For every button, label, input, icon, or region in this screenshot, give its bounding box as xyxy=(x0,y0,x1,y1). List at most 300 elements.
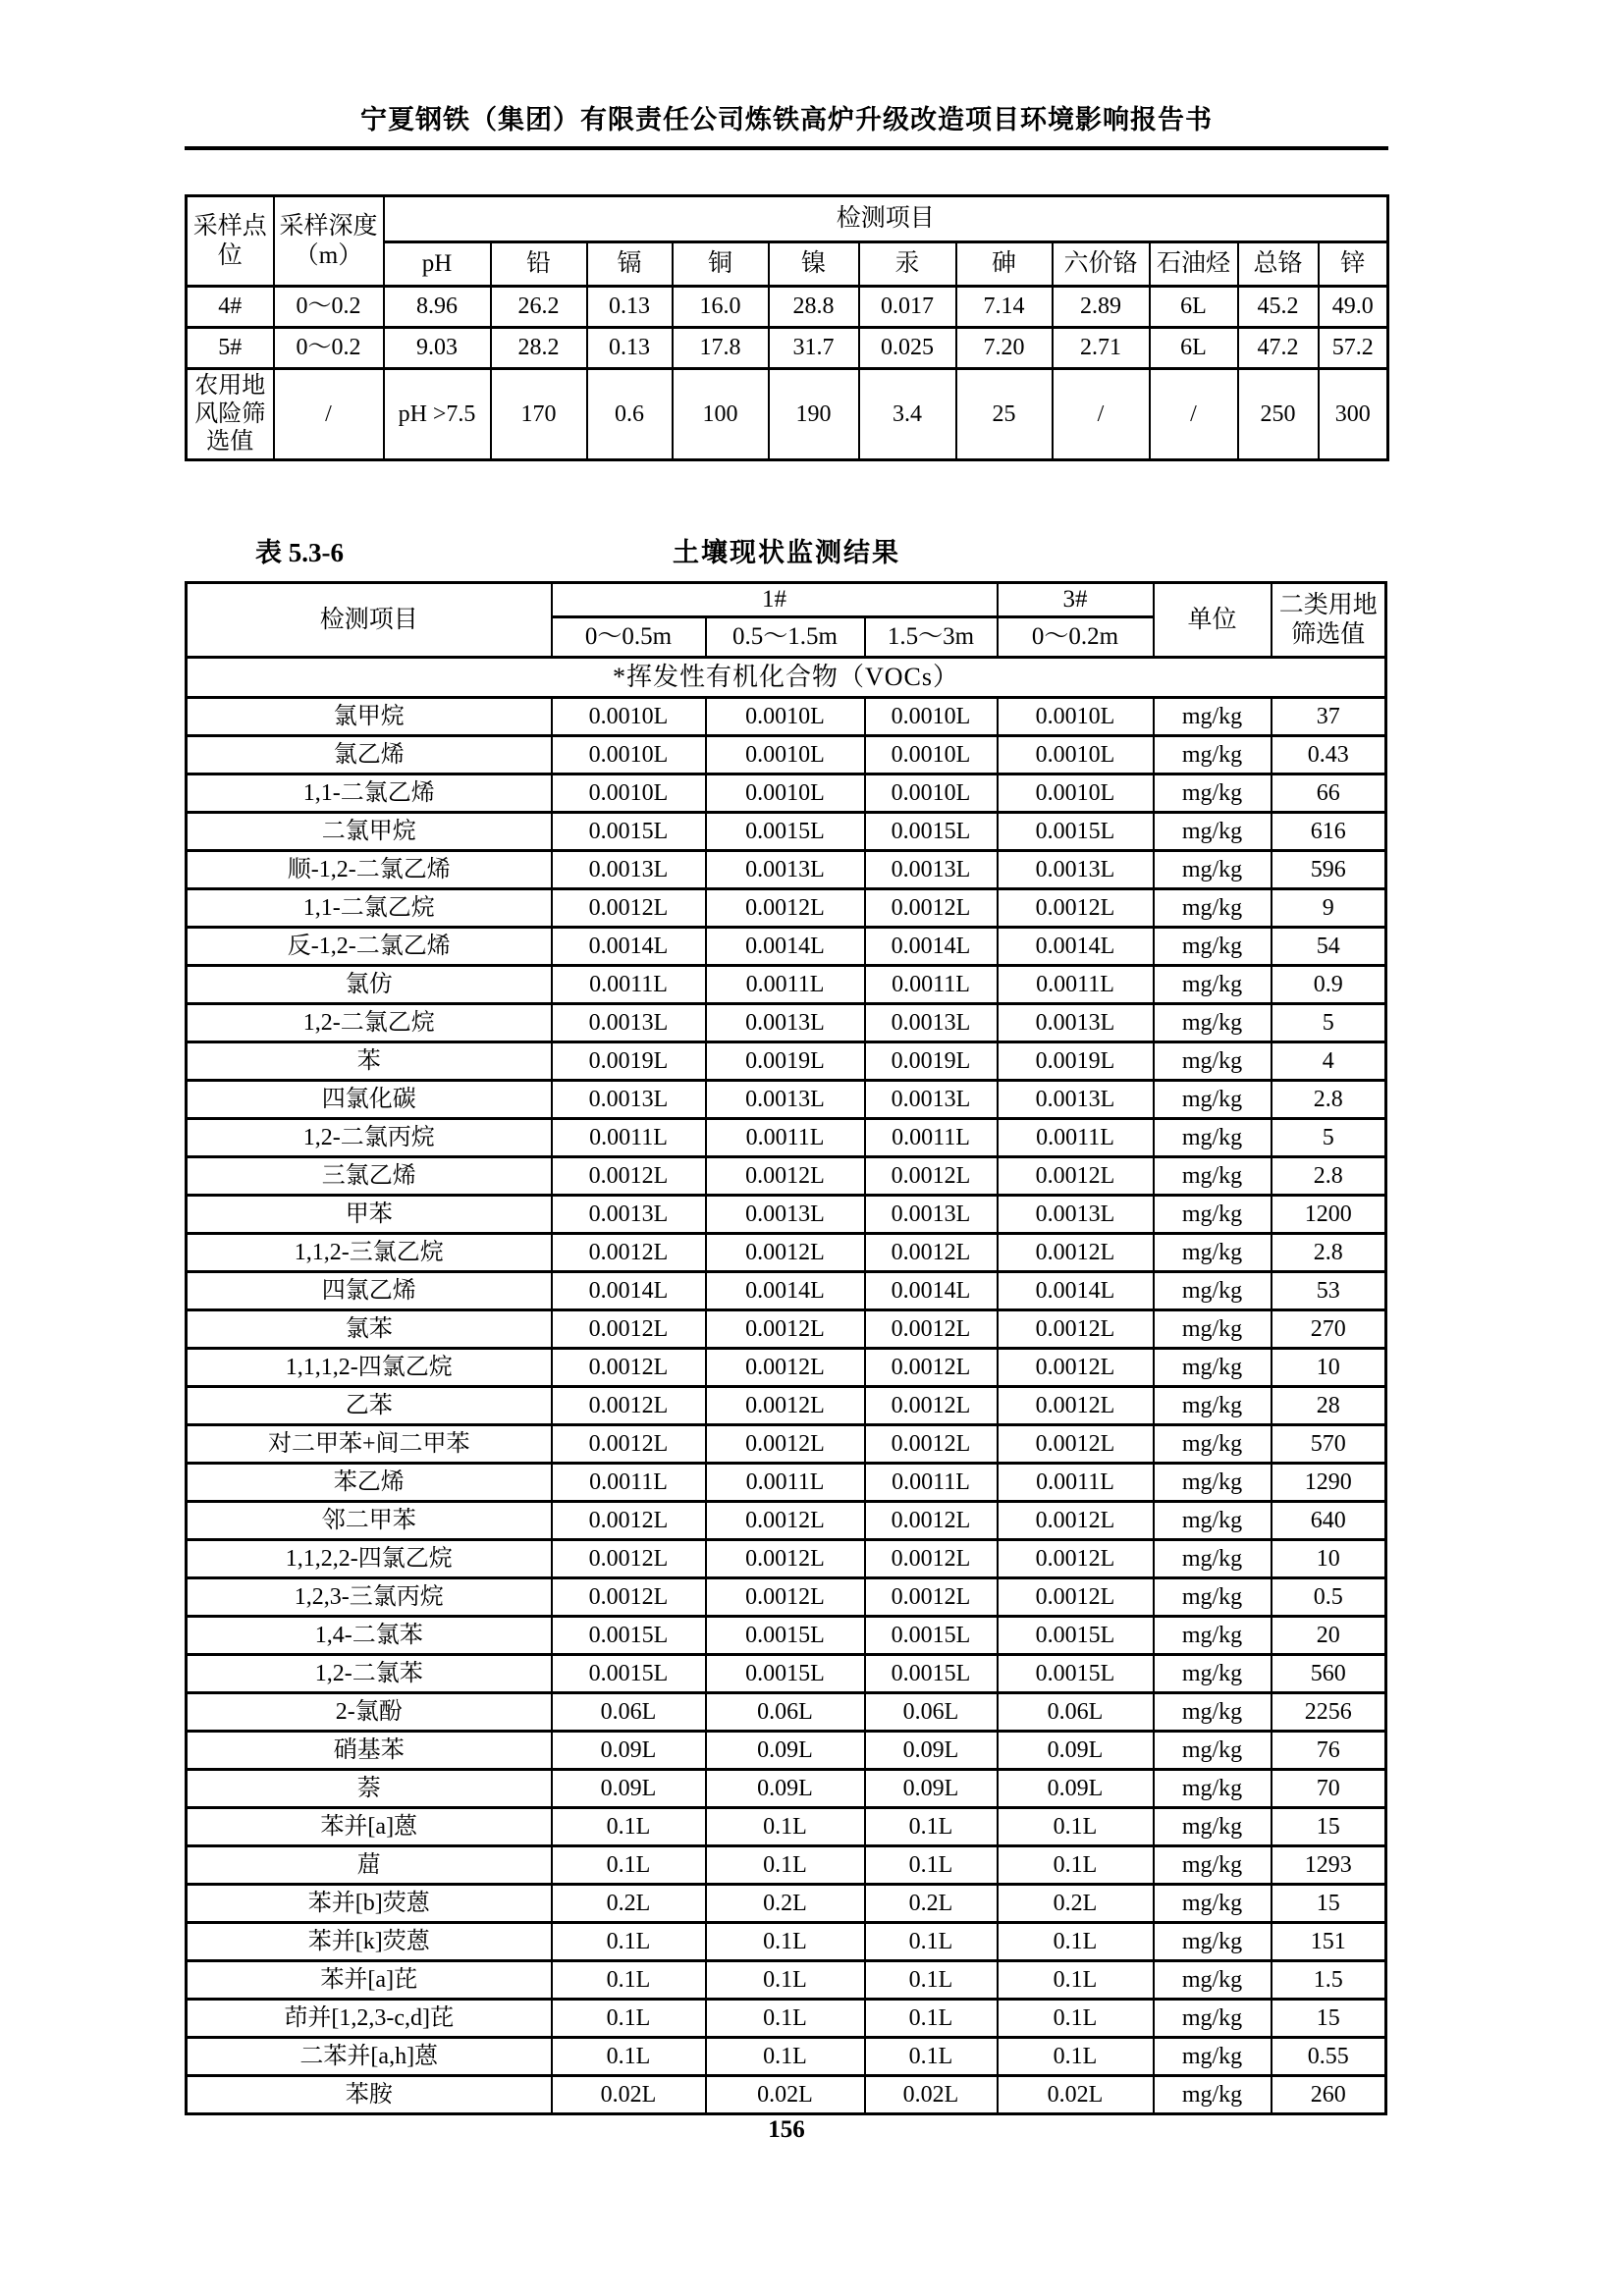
t2-value-cell: 0.0015L xyxy=(552,1617,706,1655)
t2-value-cell: 0.0014L xyxy=(998,1272,1154,1310)
t2-value-cell: 0.1L xyxy=(706,1808,865,1846)
t2-screening-cell: 0.5 xyxy=(1272,1578,1386,1617)
t2-item-cell: 氯乙烯 xyxy=(187,736,552,774)
t2-item-header: 检测项目 xyxy=(187,583,552,658)
t2-unit-cell: mg/kg xyxy=(1154,1617,1272,1655)
t2-value-cell: 0.1L xyxy=(865,1923,998,1961)
t2-voc-section-label: *挥发性有机化合物（VOCs） xyxy=(187,658,1386,698)
t2-value-cell: 0.1L xyxy=(865,1846,998,1885)
t1-param-header: 镍 xyxy=(769,242,859,287)
t2-screening-cell: 616 xyxy=(1272,813,1386,851)
t2-value-cell: 0.0011L xyxy=(998,1119,1154,1157)
t2-value-cell: 0.0012L xyxy=(706,1387,865,1425)
t2-screening-cell: 37 xyxy=(1272,698,1386,736)
t2-value-cell: 0.1L xyxy=(552,2000,706,2038)
table-row xyxy=(187,1464,1386,1502)
t2-value-cell: 0.09L xyxy=(552,1770,706,1808)
document-header-title: 宁夏钢铁（集团）有限责任公司炼铁高炉升级改造项目环境影响报告书 xyxy=(360,105,1213,134)
t2-screening-cell: 2.8 xyxy=(1272,1234,1386,1272)
t1-value-cell: 7.14 xyxy=(956,287,1053,328)
table-row xyxy=(187,1310,1386,1349)
t2-depth-header: 1.5～3m xyxy=(865,617,998,658)
table-row xyxy=(187,928,1386,966)
t2-value-cell: 0.0012L xyxy=(552,1540,706,1578)
t2-value-cell: 0.0012L xyxy=(552,1310,706,1349)
t2-unit-cell: mg/kg xyxy=(1154,1732,1272,1770)
t2-value-cell: 0.0013L xyxy=(552,1196,706,1234)
t2-value-cell: 0.0013L xyxy=(998,851,1154,889)
t2-screening-cell: 4 xyxy=(1272,1042,1386,1081)
table-row xyxy=(187,1157,1386,1196)
t2-value-cell: 0.0012L xyxy=(865,1502,998,1540)
t2-value-cell: 0.0011L xyxy=(865,1119,998,1157)
t2-value-cell: 0.0019L xyxy=(865,1042,998,1081)
t2-value-cell: 0.0011L xyxy=(552,966,706,1004)
t1-value-cell: 8.96 xyxy=(384,287,491,328)
table-row xyxy=(187,1770,1386,1808)
t2-value-cell: 0.1L xyxy=(998,1846,1154,1885)
t2-screening-cell: 76 xyxy=(1272,1732,1386,1770)
t1-value-cell: 0.13 xyxy=(587,328,673,369)
t2-value-cell: 0.0012L xyxy=(706,1349,865,1387)
t2-value-cell: 0.1L xyxy=(552,1846,706,1885)
t2-item-cell: 苯 xyxy=(187,1042,552,1081)
t2-depth-header: 0～0.2m xyxy=(998,617,1154,658)
table2-title: 土壤现状监测结果 xyxy=(673,538,900,567)
t2-value-cell: 0.1L xyxy=(865,2038,998,2076)
t2-item-cell: 苯胺 xyxy=(187,2076,552,2114)
t2-value-cell: 0.2L xyxy=(998,1885,1154,1923)
t2-unit-cell: mg/kg xyxy=(1154,1502,1272,1540)
t1-depth-cell: / xyxy=(274,369,384,460)
t2-screening-cell: 2.8 xyxy=(1272,1157,1386,1196)
t1-depth-cell: 0～0.2 xyxy=(274,287,384,328)
t2-screening-cell: 10 xyxy=(1272,1349,1386,1387)
t1-header-row-1 xyxy=(187,196,1388,242)
t1-param-header: 锌 xyxy=(1319,242,1388,287)
t2-value-cell: 0.0014L xyxy=(998,928,1154,966)
t2-value-cell: 0.0015L xyxy=(865,813,998,851)
t2-value-cell: 0.1L xyxy=(865,1808,998,1846)
t2-value-cell: 0.0012L xyxy=(998,889,1154,928)
t2-item-cell: 邻二甲苯 xyxy=(187,1502,552,1540)
t2-unit-cell: mg/kg xyxy=(1154,1042,1272,1081)
t1-value-cell: 31.7 xyxy=(769,328,859,369)
t2-screening-cell: 2.8 xyxy=(1272,1081,1386,1119)
t2-value-cell: 0.0013L xyxy=(552,1081,706,1119)
t1-value-cell: 47.2 xyxy=(1238,328,1319,369)
t2-value-cell: 0.0013L xyxy=(706,1196,865,1234)
table-row xyxy=(187,1081,1386,1119)
t2-item-cell: 茚并[1,2,3-c,d]芘 xyxy=(187,2000,552,2038)
t2-value-cell: 0.06L xyxy=(998,1693,1154,1732)
t2-value-cell: 0.0012L xyxy=(998,1234,1154,1272)
t2-value-cell: 0.0012L xyxy=(552,1502,706,1540)
t2-screening-cell: 66 xyxy=(1272,774,1386,813)
t2-value-cell: 0.0012L xyxy=(706,1310,865,1349)
t2-value-cell: 0.0010L xyxy=(552,736,706,774)
t2-value-cell: 0.0014L xyxy=(552,928,706,966)
t2-value-cell: 0.0012L xyxy=(998,1578,1154,1617)
t2-value-cell: 0.1L xyxy=(998,1961,1154,2000)
table-row xyxy=(187,2000,1386,2038)
table-row xyxy=(187,1578,1386,1617)
t2-screening-cell: 0.55 xyxy=(1272,2038,1386,2076)
t2-unit-cell: mg/kg xyxy=(1154,1387,1272,1425)
t1-value-cell: 170 xyxy=(491,369,587,460)
t2-value-cell: 0.0010L xyxy=(552,698,706,736)
t1-value-cell: 25 xyxy=(956,369,1053,460)
table-row xyxy=(187,2076,1386,2114)
t2-value-cell: 0.0015L xyxy=(865,1617,998,1655)
t2-value-cell: 0.0015L xyxy=(998,1617,1154,1655)
t2-value-cell: 0.0015L xyxy=(706,1617,865,1655)
t2-screening-cell: 5 xyxy=(1272,1119,1386,1157)
t2-value-cell: 0.0013L xyxy=(865,851,998,889)
t2-value-cell: 0.06L xyxy=(865,1693,998,1732)
t2-value-cell: 0.02L xyxy=(998,2076,1154,2114)
t2-value-cell: 0.0012L xyxy=(998,1540,1154,1578)
t2-unit-cell: mg/kg xyxy=(1154,1425,1272,1464)
t2-value-cell: 0.0014L xyxy=(706,928,865,966)
t2-value-cell: 0.06L xyxy=(552,1693,706,1732)
table-row xyxy=(187,1808,1386,1846)
t2-unit-cell: mg/kg xyxy=(1154,1196,1272,1234)
t2-value-cell: 0.0012L xyxy=(706,889,865,928)
table-row xyxy=(187,1961,1386,2000)
t2-value-cell: 0.09L xyxy=(706,1770,865,1808)
t2-value-cell: 0.1L xyxy=(998,1923,1154,1961)
t2-value-cell: 0.0013L xyxy=(865,1196,998,1234)
t2-value-cell: 0.0013L xyxy=(998,1004,1154,1042)
t1-param-header: 六价铬 xyxy=(1053,242,1150,287)
t1-value-cell: / xyxy=(1150,369,1238,460)
t2-unit-cell: mg/kg xyxy=(1154,889,1272,928)
t2-value-cell: 0.09L xyxy=(706,1732,865,1770)
t2-voc-section-row xyxy=(187,658,1386,698)
t1-value-cell: 45.2 xyxy=(1238,287,1319,328)
t2-value-cell: 0.0010L xyxy=(998,698,1154,736)
t2-unit-cell: mg/kg xyxy=(1154,1004,1272,1042)
t2-value-cell: 0.0012L xyxy=(865,1387,998,1425)
t1-value-cell: 300 xyxy=(1319,369,1388,460)
t1-value-cell: 0.025 xyxy=(859,328,956,369)
page-number: 156 xyxy=(768,2116,805,2143)
t2-unit-cell: mg/kg xyxy=(1154,1655,1272,1693)
t2-screening-cell: 260 xyxy=(1272,2076,1386,2114)
t2-item-cell: 1,2-二氯丙烷 xyxy=(187,1119,552,1157)
t2-item-cell: 1,2-二氯苯 xyxy=(187,1655,552,1693)
t2-value-cell: 0.0015L xyxy=(706,1655,865,1693)
t2-value-cell: 0.1L xyxy=(706,2038,865,2076)
t1-value-cell: 7.20 xyxy=(956,328,1053,369)
t2-unit-cell: mg/kg xyxy=(1154,1808,1272,1846)
t2-screening-cell: 28 xyxy=(1272,1387,1386,1425)
t2-value-cell: 0.0010L xyxy=(998,736,1154,774)
t2-screening-cell: 151 xyxy=(1272,1923,1386,1961)
t1-value-cell: / xyxy=(1053,369,1150,460)
table-row xyxy=(187,698,1386,736)
t2-value-cell: 0.0013L xyxy=(865,1004,998,1042)
t1-param-header: pH xyxy=(384,242,491,287)
t2-value-cell: 0.0010L xyxy=(865,736,998,774)
t2-value-cell: 0.0010L xyxy=(552,774,706,813)
t2-unit-cell: mg/kg xyxy=(1154,1119,1272,1157)
t2-value-cell: 0.0019L xyxy=(706,1042,865,1081)
t2-item-cell: 乙苯 xyxy=(187,1387,552,1425)
t1-value-cell: 0.017 xyxy=(859,287,956,328)
t1-param-header: 砷 xyxy=(956,242,1053,287)
t2-unit-cell: mg/kg xyxy=(1154,1961,1272,2000)
t2-value-cell: 0.1L xyxy=(706,1961,865,2000)
t2-value-cell: 0.0012L xyxy=(998,1502,1154,1540)
t2-unit-cell: mg/kg xyxy=(1154,1310,1272,1349)
t2-value-cell: 0.0015L xyxy=(706,813,865,851)
t1-value-cell: 6L xyxy=(1150,287,1238,328)
t2-value-cell: 0.0011L xyxy=(706,966,865,1004)
t2-unit-cell: mg/kg xyxy=(1154,1540,1272,1578)
t2-value-cell: 0.1L xyxy=(998,2038,1154,2076)
t2-value-cell: 0.0012L xyxy=(552,1578,706,1617)
t1-param-header: 汞 xyxy=(859,242,956,287)
t2-screening-cell: 70 xyxy=(1272,1770,1386,1808)
t2-screening-cell: 570 xyxy=(1272,1425,1386,1464)
t2-depth-header: 0.5～1.5m xyxy=(706,617,865,658)
t2-value-cell: 0.1L xyxy=(706,2000,865,2038)
t2-item-cell: 1,4-二氯苯 xyxy=(187,1617,552,1655)
table-row xyxy=(187,1234,1386,1272)
t2-item-cell: 氯仿 xyxy=(187,966,552,1004)
t2-value-cell: 0.0012L xyxy=(865,1578,998,1617)
t2-value-cell: 0.0011L xyxy=(552,1119,706,1157)
t2-value-cell: 0.0015L xyxy=(552,813,706,851)
t2-unit-header: 单位 xyxy=(1154,583,1272,658)
t2-value-cell: 0.0011L xyxy=(552,1464,706,1502)
t2-value-cell: 0.1L xyxy=(552,2038,706,2076)
t2-value-cell: 0.0012L xyxy=(552,1234,706,1272)
t1-depth-cell: 0～0.2 xyxy=(274,328,384,369)
t2-depth-header: 0～0.5m xyxy=(552,617,706,658)
t2-unit-cell: mg/kg xyxy=(1154,1885,1272,1923)
t2-value-cell: 0.1L xyxy=(552,1808,706,1846)
t2-item-cell: 苯并[k]荧蒽 xyxy=(187,1923,552,1961)
t2-value-cell: 0.09L xyxy=(865,1732,998,1770)
t2-value-cell: 0.0015L xyxy=(998,1655,1154,1693)
t1-value-cell: 57.2 xyxy=(1319,328,1388,369)
t2-unit-cell: mg/kg xyxy=(1154,1923,1272,1961)
t2-screening-cell: 596 xyxy=(1272,851,1386,889)
t2-value-cell: 0.0013L xyxy=(706,851,865,889)
t2-item-cell: 苯并[b]荧蒽 xyxy=(187,1885,552,1923)
t2-value-cell: 0.0014L xyxy=(552,1272,706,1310)
t2-value-cell: 0.0012L xyxy=(552,1387,706,1425)
t2-screening-cell: 1.5 xyxy=(1272,1961,1386,2000)
t1-value-cell: 28.2 xyxy=(491,328,587,369)
table-row xyxy=(187,813,1386,851)
table-row xyxy=(187,328,1388,369)
t2-value-cell: 0.2L xyxy=(552,1885,706,1923)
t2-value-cell: 0.0010L xyxy=(865,774,998,813)
table2-caption xyxy=(185,531,1388,567)
t2-item-cell: 硝基苯 xyxy=(187,1732,552,1770)
t2-value-cell: 0.0011L xyxy=(865,1464,998,1502)
table-row xyxy=(187,1196,1386,1234)
t2-value-cell: 0.0012L xyxy=(706,1540,865,1578)
t1-param-header: 铅 xyxy=(491,242,587,287)
t2-item-cell: 1,1,2-三氯乙烷 xyxy=(187,1234,552,1272)
t2-screening-cell: 5 xyxy=(1272,1004,1386,1042)
table-row xyxy=(187,2038,1386,2076)
t2-value-cell: 0.06L xyxy=(706,1693,865,1732)
t2-unit-cell: mg/kg xyxy=(1154,1349,1272,1387)
t2-item-cell: 2-氯酚 xyxy=(187,1693,552,1732)
t2-value-cell: 0.0012L xyxy=(865,889,998,928)
t2-unit-cell: mg/kg xyxy=(1154,1770,1272,1808)
t1-point-cell: 4# xyxy=(187,287,274,328)
t2-value-cell: 0.0012L xyxy=(706,1234,865,1272)
table-row xyxy=(187,1540,1386,1578)
t1-point-cell: 5# xyxy=(187,328,274,369)
t2-screening-cell: 9 xyxy=(1272,889,1386,928)
t2-item-cell: 三氯乙烯 xyxy=(187,1157,552,1196)
t2-value-cell: 0.0012L xyxy=(865,1425,998,1464)
t2-screening-cell: 560 xyxy=(1272,1655,1386,1693)
t2-value-cell: 0.0011L xyxy=(706,1464,865,1502)
t1-sampling-depth-header: 采样深度（m） xyxy=(274,196,384,287)
t1-value-cell: 0.13 xyxy=(587,287,673,328)
t2-value-cell: 0.2L xyxy=(865,1885,998,1923)
t2-screening-header: 二类用地筛选值 xyxy=(1272,583,1386,658)
t2-item-cell: 萘 xyxy=(187,1770,552,1808)
table-row xyxy=(187,287,1388,328)
t2-screening-cell: 1290 xyxy=(1272,1464,1386,1502)
t2-value-cell: 0.0012L xyxy=(865,1234,998,1272)
t2-value-cell: 0.09L xyxy=(865,1770,998,1808)
t2-value-cell: 0.0013L xyxy=(552,1004,706,1042)
t2-value-cell: 0.0012L xyxy=(865,1349,998,1387)
t2-screening-cell: 1200 xyxy=(1272,1196,1386,1234)
t2-value-cell: 0.0011L xyxy=(706,1119,865,1157)
t2-value-cell: 0.02L xyxy=(865,2076,998,2114)
t2-value-cell: 0.0019L xyxy=(552,1042,706,1081)
t1-value-cell: pH >7.5 xyxy=(384,369,491,460)
t2-unit-cell: mg/kg xyxy=(1154,1846,1272,1885)
t2-value-cell: 0.0010L xyxy=(998,774,1154,813)
table-row xyxy=(187,1732,1386,1770)
t2-item-cell: 苯并[a]蒽 xyxy=(187,1808,552,1846)
t2-value-cell: 0.0012L xyxy=(706,1425,865,1464)
header-rule xyxy=(185,146,1388,150)
t2-value-cell: 0.1L xyxy=(865,2000,998,2038)
t2-screening-cell: 2256 xyxy=(1272,1693,1386,1732)
t1-param-header: 铜 xyxy=(673,242,769,287)
t2-screening-cell: 0.43 xyxy=(1272,736,1386,774)
t2-item-cell: 苯乙烯 xyxy=(187,1464,552,1502)
t2-value-cell: 0.0013L xyxy=(706,1004,865,1042)
t1-value-cell: 16.0 xyxy=(673,287,769,328)
t2-unit-cell: mg/kg xyxy=(1154,813,1272,851)
t2-item-cell: 1,1,1,2-四氯乙烷 xyxy=(187,1349,552,1387)
t2-item-cell: 䓛 xyxy=(187,1846,552,1885)
t1-value-cell: 28.8 xyxy=(769,287,859,328)
t1-value-cell: 190 xyxy=(769,369,859,460)
table-row xyxy=(187,1617,1386,1655)
t2-item-cell: 1,2,3-三氯丙烷 xyxy=(187,1578,552,1617)
t2-value-cell: 0.0013L xyxy=(552,851,706,889)
t2-item-cell: 1,1-二氯乙烷 xyxy=(187,889,552,928)
t2-value-cell: 0.02L xyxy=(552,2076,706,2114)
t2-value-cell: 0.0014L xyxy=(865,928,998,966)
t2-value-cell: 0.0012L xyxy=(998,1157,1154,1196)
t2-value-cell: 0.0012L xyxy=(706,1502,865,1540)
t2-value-cell: 0.1L xyxy=(552,1923,706,1961)
table-row xyxy=(187,1655,1386,1693)
table-row xyxy=(187,1425,1386,1464)
t2-unit-cell: mg/kg xyxy=(1154,698,1272,736)
t2-screening-cell: 15 xyxy=(1272,1885,1386,1923)
t1-value-cell: 100 xyxy=(673,369,769,460)
t2-item-cell: 甲苯 xyxy=(187,1196,552,1234)
t2-value-cell: 0.0012L xyxy=(865,1540,998,1578)
table-row xyxy=(187,889,1386,928)
t2-value-cell: 0.0013L xyxy=(998,1081,1154,1119)
t2-screening-cell: 1293 xyxy=(1272,1846,1386,1885)
t2-item-cell: 二氯甲烷 xyxy=(187,813,552,851)
t2-value-cell: 0.0012L xyxy=(552,1425,706,1464)
t2-value-cell: 0.0015L xyxy=(552,1655,706,1693)
t2-value-cell: 0.0013L xyxy=(706,1081,865,1119)
t2-unit-cell: mg/kg xyxy=(1154,928,1272,966)
t2-value-cell: 0.0014L xyxy=(865,1272,998,1310)
t2-value-cell: 0.2L xyxy=(706,1885,865,1923)
t2-site1-header: 1# xyxy=(552,583,998,617)
table-row xyxy=(187,1387,1386,1425)
t2-item-cell: 1,2-二氯乙烷 xyxy=(187,1004,552,1042)
t2-screening-cell: 53 xyxy=(1272,1272,1386,1310)
t2-value-cell: 0.02L xyxy=(706,2076,865,2114)
t2-value-cell: 0.0010L xyxy=(706,698,865,736)
t2-unit-cell: mg/kg xyxy=(1154,2076,1272,2114)
table-row xyxy=(187,1846,1386,1885)
t2-screening-cell: 0.9 xyxy=(1272,966,1386,1004)
t2-unit-cell: mg/kg xyxy=(1154,1081,1272,1119)
t2-unit-cell: mg/kg xyxy=(1154,1464,1272,1502)
table-row xyxy=(187,966,1386,1004)
t2-value-cell: 0.0015L xyxy=(865,1655,998,1693)
t2-value-cell: 0.0010L xyxy=(865,698,998,736)
t2-unit-cell: mg/kg xyxy=(1154,1234,1272,1272)
t2-value-cell: 0.0012L xyxy=(552,1157,706,1196)
t2-item-cell: 氯苯 xyxy=(187,1310,552,1349)
t2-value-cell: 0.0012L xyxy=(706,1157,865,1196)
t2-value-cell: 0.0013L xyxy=(865,1081,998,1119)
t1-value-cell: 0.6 xyxy=(587,369,673,460)
table-row xyxy=(187,1272,1386,1310)
t2-screening-cell: 15 xyxy=(1272,1808,1386,1846)
t2-value-cell: 0.0012L xyxy=(706,1578,865,1617)
t2-unit-cell: mg/kg xyxy=(1154,851,1272,889)
t2-screening-cell: 640 xyxy=(1272,1502,1386,1540)
t2-unit-cell: mg/kg xyxy=(1154,1157,1272,1196)
t2-item-cell: 苯并[a]芘 xyxy=(187,1961,552,2000)
t2-value-cell: 0.0012L xyxy=(998,1310,1154,1349)
t2-screening-cell: 15 xyxy=(1272,2000,1386,2038)
soil-heavy-metal-table xyxy=(185,194,1389,461)
t2-header-row-1 xyxy=(187,583,1386,617)
t2-value-cell: 0.0012L xyxy=(552,889,706,928)
t1-value-cell: 250 xyxy=(1238,369,1319,460)
t2-value-cell: 0.09L xyxy=(998,1732,1154,1770)
